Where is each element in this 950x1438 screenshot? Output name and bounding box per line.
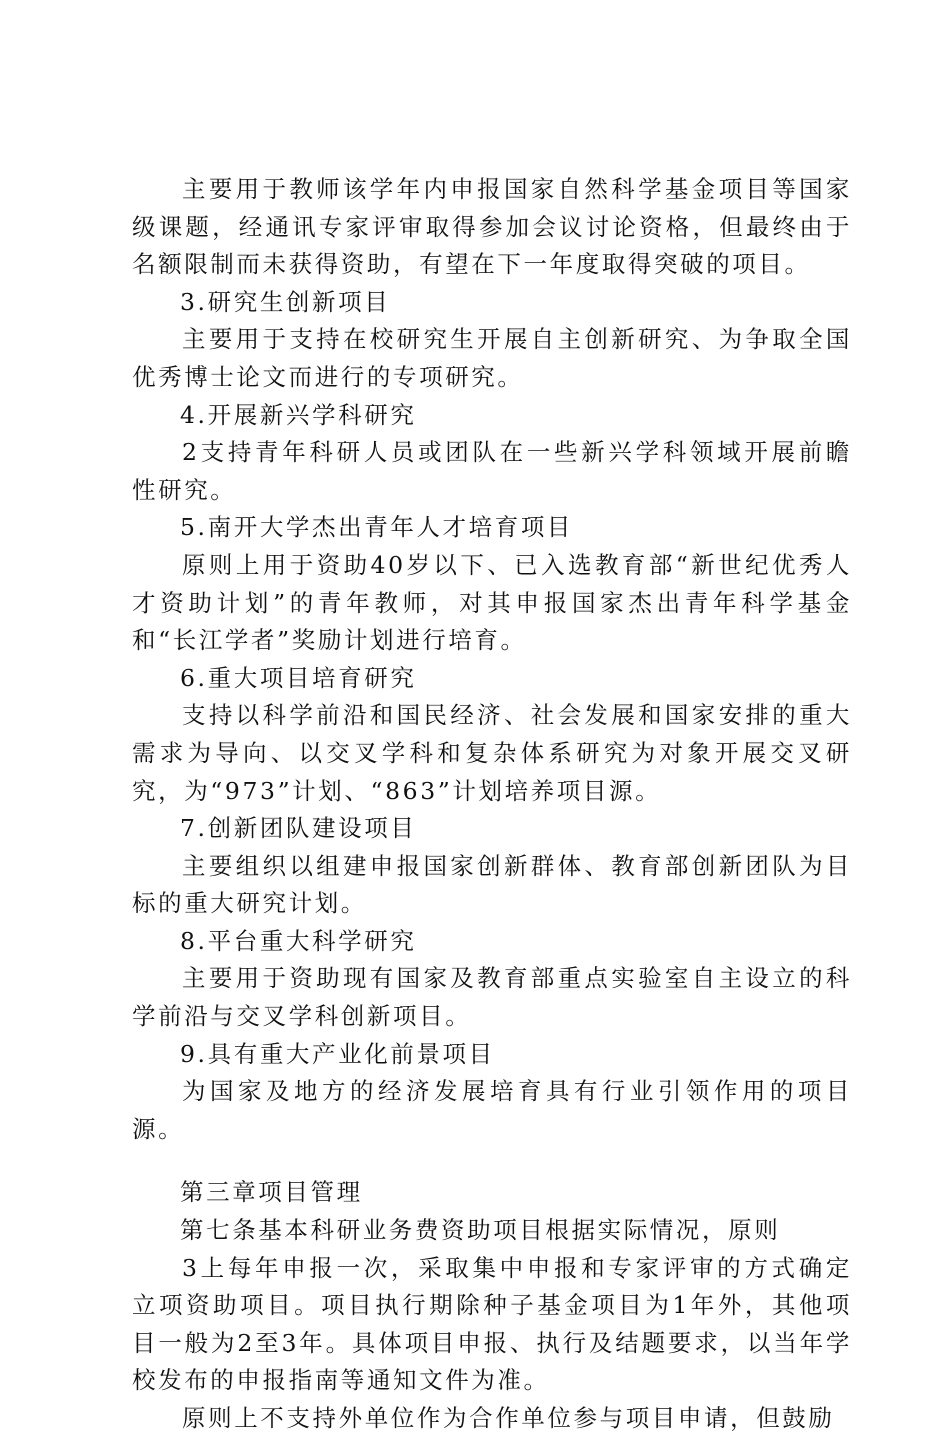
paragraph-5: 支持以科学前沿和国民经济、社会发展和国家安排的重大需求为导向、以交叉学科和复杂体系研究为对象开展交叉研究，为“973”计划、“863”计划培养项目源。 bbox=[132, 701, 852, 805]
heading-7-innovation-team: 7.创新团队建设项目 bbox=[180, 814, 417, 843]
paragraph-3: 2支持青年科研人员或团队在一些新兴学科领域开展前瞻性研究。 bbox=[132, 438, 852, 504]
paragraph-8: 为国家及地方的经济发展培育具有行业引领作用的项目源。 bbox=[132, 1077, 852, 1143]
paragraph-2: 主要用于支持在校研究生开展自主创新研究、为争取全国优秀博士论文而进行的专项研究。 bbox=[132, 325, 852, 391]
paragraph-1: 主要用于教师该学年内申报国家自然科学基金项目等国家级课题，经通讯专家评审取得参加会议讨论资格，但最终由于名额限制而未获得资助，有望在下一年度取得突破的项目。 bbox=[132, 175, 852, 279]
heading-9-industrialization: 9.具有重大产业化前景项目 bbox=[180, 1039, 495, 1068]
heading-6-major-projects: 6.重大项目培育研究 bbox=[180, 663, 417, 692]
heading-8-platform-research: 8.平台重大科学研究 bbox=[180, 926, 417, 955]
paragraph-9: 3上每年申报一次，采取集中申报和专家评审的方式确定立项资助项目。项目执行期除种子基金项目为1年外，其他项目一般为2至3年。具体项目申报、执行及结题要求，以当年学校发布的申报指南等通知文件为准。 bbox=[132, 1253, 852, 1395]
heading-3-graduate-innovation: 3.研究生创新项目 bbox=[180, 287, 391, 316]
article-7-lead: 第七条基本科研业务费资助项目根据实际情况，原则 bbox=[180, 1216, 781, 1245]
heading-5-young-talent: 5.南开大学杰出青年人才培育项目 bbox=[180, 513, 574, 542]
chapter-3-heading: 第三章项目管理 bbox=[180, 1178, 363, 1207]
section-gap bbox=[132, 1148, 852, 1174]
paragraph-6: 主要组织以组建申报国家创新群体、教育部创新团队为目标的重大研究计划。 bbox=[132, 851, 852, 918]
heading-4-emerging-disciplines: 4.开展新兴学科研究 bbox=[180, 400, 417, 429]
document-body bbox=[132, 171, 852, 1438]
paragraph-4: 原则上用于资助40岁以下、已入选教育部“新世纪优秀人才资助计划”的青年教师，对其申报国家杰出青年科学基金和“长江学者”奖励计划进行培育。 bbox=[132, 550, 852, 655]
paragraph-7: 主要用于资助现有国家及教育部重点实验室自主设立的科学前沿与交叉学科创新项目。 bbox=[132, 964, 852, 1031]
paragraph-10: 原则上不支持外单位作为合作单位参与项目申请，但鼓励 bbox=[182, 1404, 835, 1432]
